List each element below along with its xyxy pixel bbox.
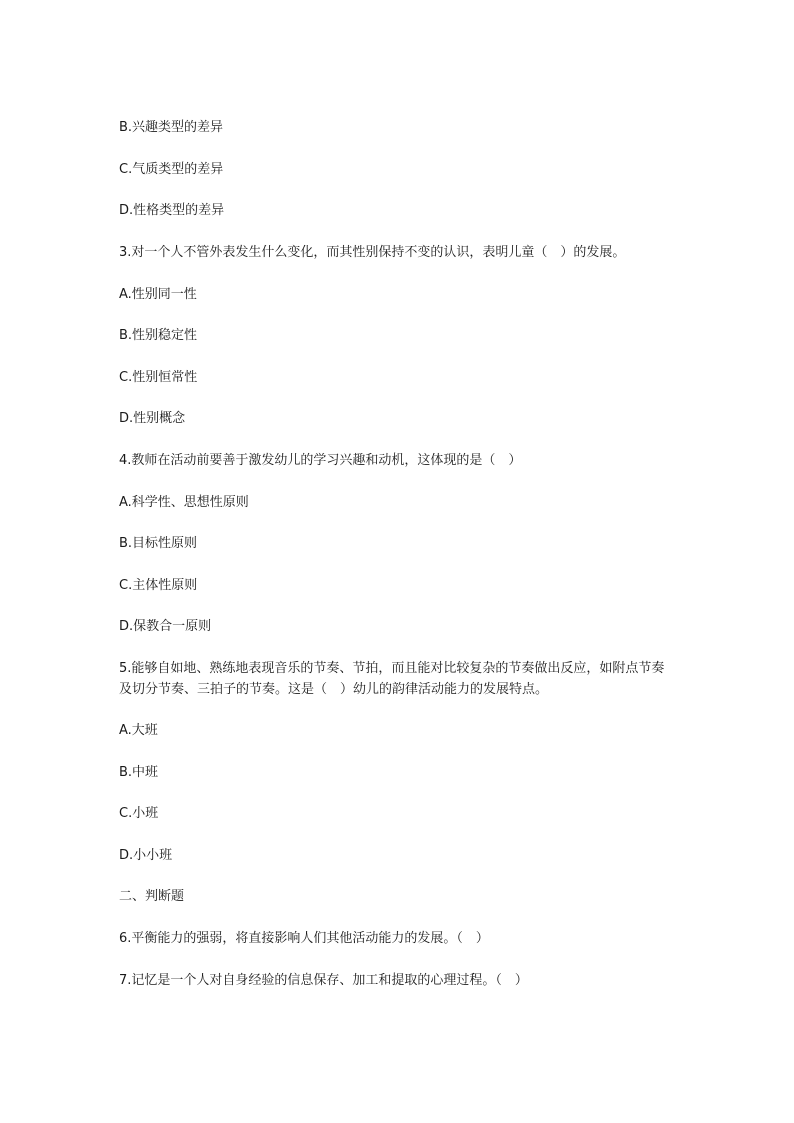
q2-option-b: B.兴趣类型的差异 <box>119 120 224 135</box>
q5-option-a: A.大班 <box>119 723 158 738</box>
q4-option-a: A.科学性、思想性原则 <box>119 495 249 510</box>
section-heading-true-false: 二、判断题 <box>119 889 185 904</box>
q2-option-c: C.气质类型的差异 <box>119 162 224 177</box>
q3-option-d: D.性别概念 <box>119 411 186 426</box>
q4-option-c: C.主体性原则 <box>119 578 198 593</box>
q4-option-d: D.保教合一原则 <box>119 619 212 634</box>
q2-option-d: D.性格类型的差异 <box>119 203 225 218</box>
q5-option-b: B.中班 <box>119 765 159 780</box>
q4-option-b: B.目标性原则 <box>119 536 198 551</box>
q5-option-c: C.小班 <box>119 806 159 821</box>
question-6: 6.平衡能力的强弱，将直接影响人们其他活动能力的发展。（ ） <box>119 931 489 946</box>
question-7: 7.记忆是一个人对自身经验的信息保存、加工和提取的心理过程。（ ） <box>119 973 528 988</box>
question-5: 5.能够自如地、熟练地表现音乐的节奏、节拍，而且能对比较复杂的节奏做出反应，如附点节奏及切分节奏、三拍子的节奏。这是（ ）幼儿的韵律活动能力的发展特点。 <box>119 661 665 697</box>
q3-option-b: B.性别稳定性 <box>119 328 198 343</box>
question-4: 4.教师在活动前要善于激发幼儿的学习兴趣和动机，这体现的是（ ） <box>119 453 522 468</box>
q3-option-a: A.性别同一性 <box>119 287 197 302</box>
q5-option-d: D.小小班 <box>119 848 173 863</box>
q3-option-c: C.性别恒常性 <box>119 370 198 385</box>
question-3: 3.对一个人不管外表发生什么变化，而其性别保持不变的认识，表明儿童（ ）的发展。 <box>119 245 626 260</box>
